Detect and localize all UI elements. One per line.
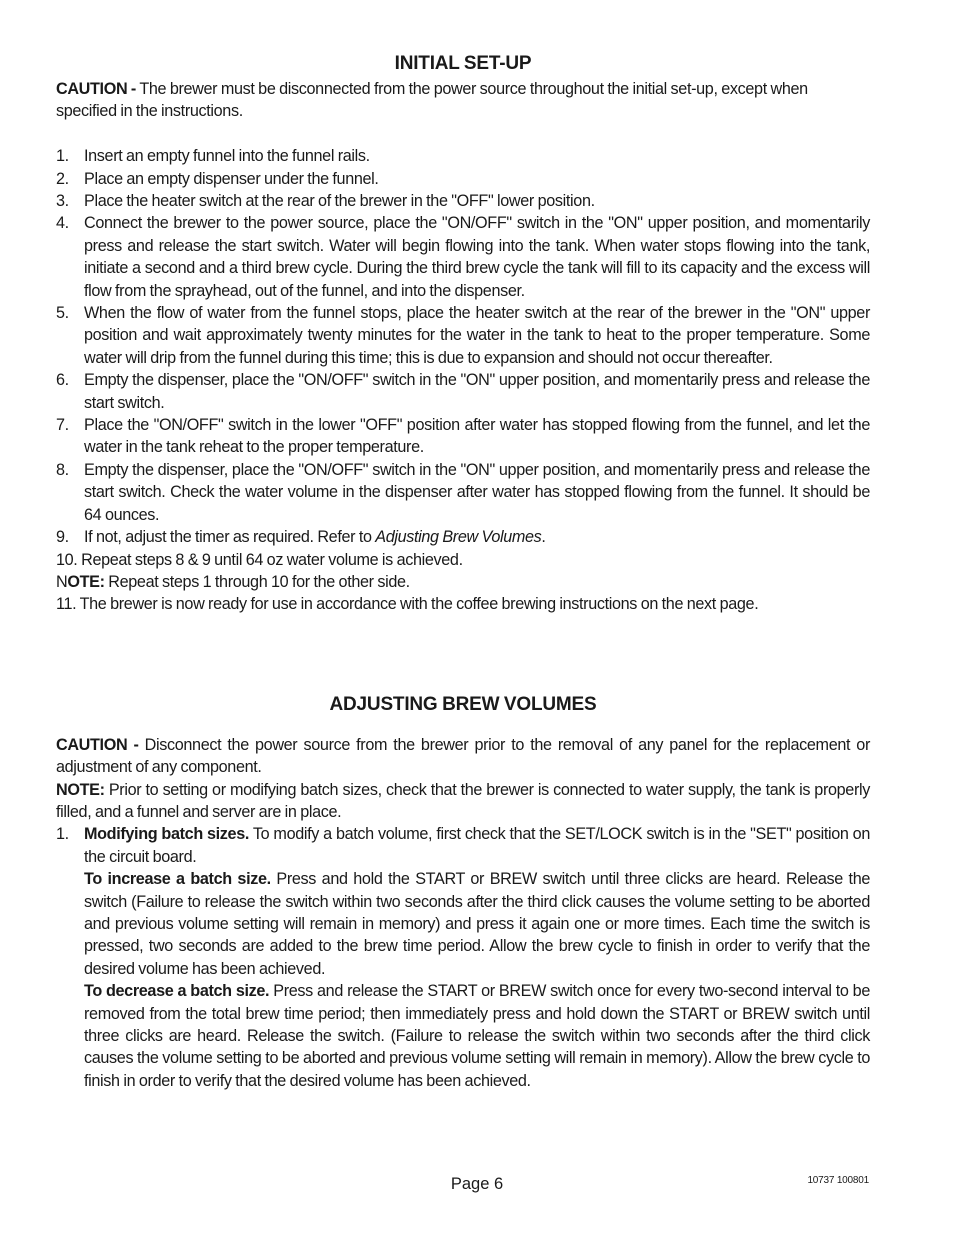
brew-note <box>56 779 870 824</box>
step-text: Place the heater switch at the rear of the brewer in the "OFF" lower position. <box>84 192 595 211</box>
setup-steps-list <box>56 145 870 526</box>
setup-step-11: 11. The brewer is now ready for use in accordance with the coffee brewing instructions on the next page. <box>56 595 759 614</box>
modify-batch-paragraph <box>84 823 870 868</box>
setup-step-10: 10. Repeat steps 8 & 9 until 64 oz water volume is achieved. <box>56 550 463 569</box>
initial-setup-heading: INITIAL SET-UP <box>394 53 532 74</box>
setup-step-9 <box>56 526 870 548</box>
note-label: OTE: <box>67 572 105 591</box>
setup-step-2 <box>56 168 870 190</box>
page-number: Page 6 <box>450 1175 504 1193</box>
increase-batch-paragraph <box>84 868 870 980</box>
setup-step-8 <box>56 459 870 526</box>
note-text: Repeat steps 1 through 10 for the other side. <box>104 572 410 591</box>
setup-step-1 <box>56 145 870 167</box>
brew-steps-list <box>56 823 870 1092</box>
decrease-batch-label: To decrease a batch size. <box>84 982 270 1001</box>
setup-caution <box>56 78 870 123</box>
brew-note-label: NOTE: <box>56 780 105 799</box>
step-number: 2. <box>56 169 69 188</box>
step-number: 8. <box>56 460 69 479</box>
step-text: Empty the dispenser, place the "ON/OFF" switch in the "ON" upper position, and momentarily press and release the start switch. Check the water volume in the dispenser after water has stopped flowing from the funnel. It should be 64 ounces. <box>84 460 870 524</box>
setup-step-5 <box>56 302 870 369</box>
decrease-batch-text: Press and release the START or BREW switch once for every two-second interval to be removed from the total brew time period; then immediately press and hold down the START or BREW switch until three clicks are heard. Release the switch. (Failure to release the switch within two seconds after the third click causes the volume setting to be aborted and previous volume setting will remain in memory). Allow the brew cycle to finish in order to verify that the desired volume has been achieved. <box>84 982 870 1090</box>
decrease-batch-paragraph <box>84 980 870 1092</box>
step-number: 5. <box>56 304 69 323</box>
step-number: 1. <box>56 825 69 844</box>
increase-batch-text: Press and hold the START or BREW switch until three clicks are heard. Release the switch (Failure to release the switch within two seconds after the third click causes the volume setting to be aborted and previous volume setting will remain in memory) and press it again one or more times. Each time the switch is pressed, two seconds are added to the brew time period. Allow the brew cycle to finish in order to verify that the desired volume has been achieved. <box>84 870 870 978</box>
setup-steps-tail <box>56 526 870 616</box>
modify-batch-label: Modifying batch sizes. <box>84 825 250 844</box>
setup-step-4 <box>56 212 870 302</box>
setup-note <box>56 571 870 593</box>
note-letter: N <box>56 572 68 591</box>
brew-caution-text: Disconnect the power source from the brewer prior to the removal of any panel for the replacement or adjustment of any component. <box>56 735 870 777</box>
setup-step-6 <box>56 369 870 414</box>
step-number: 4. <box>56 214 69 233</box>
setup-step-7 <box>56 414 870 459</box>
document-code: 10737 100801 <box>807 1175 869 1186</box>
brew-caution <box>56 734 870 779</box>
step-text: When the flow of water from the funnel stops, place the heater switch at the rear of the brewer in the "ON" upper position and wait approximately twenty minutes for the water in the tank to heat to the proper temperature. Some water will drip from the funnel during this time; this is due to expansion and should not occur thereafter. <box>84 304 870 367</box>
spacer <box>56 123 870 145</box>
spacer <box>56 616 870 690</box>
step-number: 3. <box>56 192 69 211</box>
adjusting-brew-volumes-heading: ADJUSTING BREW VOLUMES <box>329 693 597 715</box>
brew-step-1 <box>56 823 870 1092</box>
step-number: 1. <box>56 147 69 166</box>
brew-caution-label: CAUTION - <box>56 735 139 754</box>
setup-step-3 <box>56 190 870 212</box>
step-text: Place an empty dispenser under the funnel. <box>84 169 379 188</box>
modify-batch-text: To modify a batch volume, first check that the SET/LOCK switch is in the "SET" position on the circuit board. <box>84 825 870 866</box>
step-9-reference: Adjusting Brew Volumes <box>375 528 542 547</box>
setup-caution-text: The brewer must be disconnected from the power source throughout the initial set-up, except when specified in the instructions. <box>56 80 808 121</box>
document-page <box>56 50 870 1092</box>
spacer <box>56 720 870 734</box>
step-number: 9. <box>56 528 69 547</box>
step-number: 6. <box>56 371 69 390</box>
step-text: Empty the dispenser, place the "ON/OFF" switch in the "ON" upper position, and momentarily press and release the start switch. <box>84 371 870 412</box>
increase-batch-label: To increase a batch size. <box>84 870 271 889</box>
brew-note-text: Prior to setting or modifying batch sizes, check that the brewer is connected to water supply, the tank is properly filled, and a funnel and server are in place. <box>56 780 870 821</box>
step-text: Place the "ON/OFF" switch in the lower "OFF" position after water has stopped flowing from the funnel, and let the water in the tank reheat to the proper temperature. <box>84 416 870 457</box>
step-text: Insert an empty funnel into the funnel rails. <box>84 147 370 166</box>
step-9-end: . <box>541 528 546 547</box>
step-text: Connect the brewer to the power source, place the "ON/OFF" switch in the "ON" upper position, and momentarily press and release the start switch. Water will begin flowing into the tank. When water stops flowing into the tank, initiate a second and a third brew cycle. During the third brew cycle the tank will fill to its capacity and the excess will flow from the sprayhead, out of the funnel, and into the dispenser. <box>84 214 870 300</box>
step-9-text: If not, adjust the timer as required. Refer to <box>84 528 376 547</box>
step-number: 7. <box>56 416 69 435</box>
setup-caution-label: CAUTION - <box>56 80 136 98</box>
